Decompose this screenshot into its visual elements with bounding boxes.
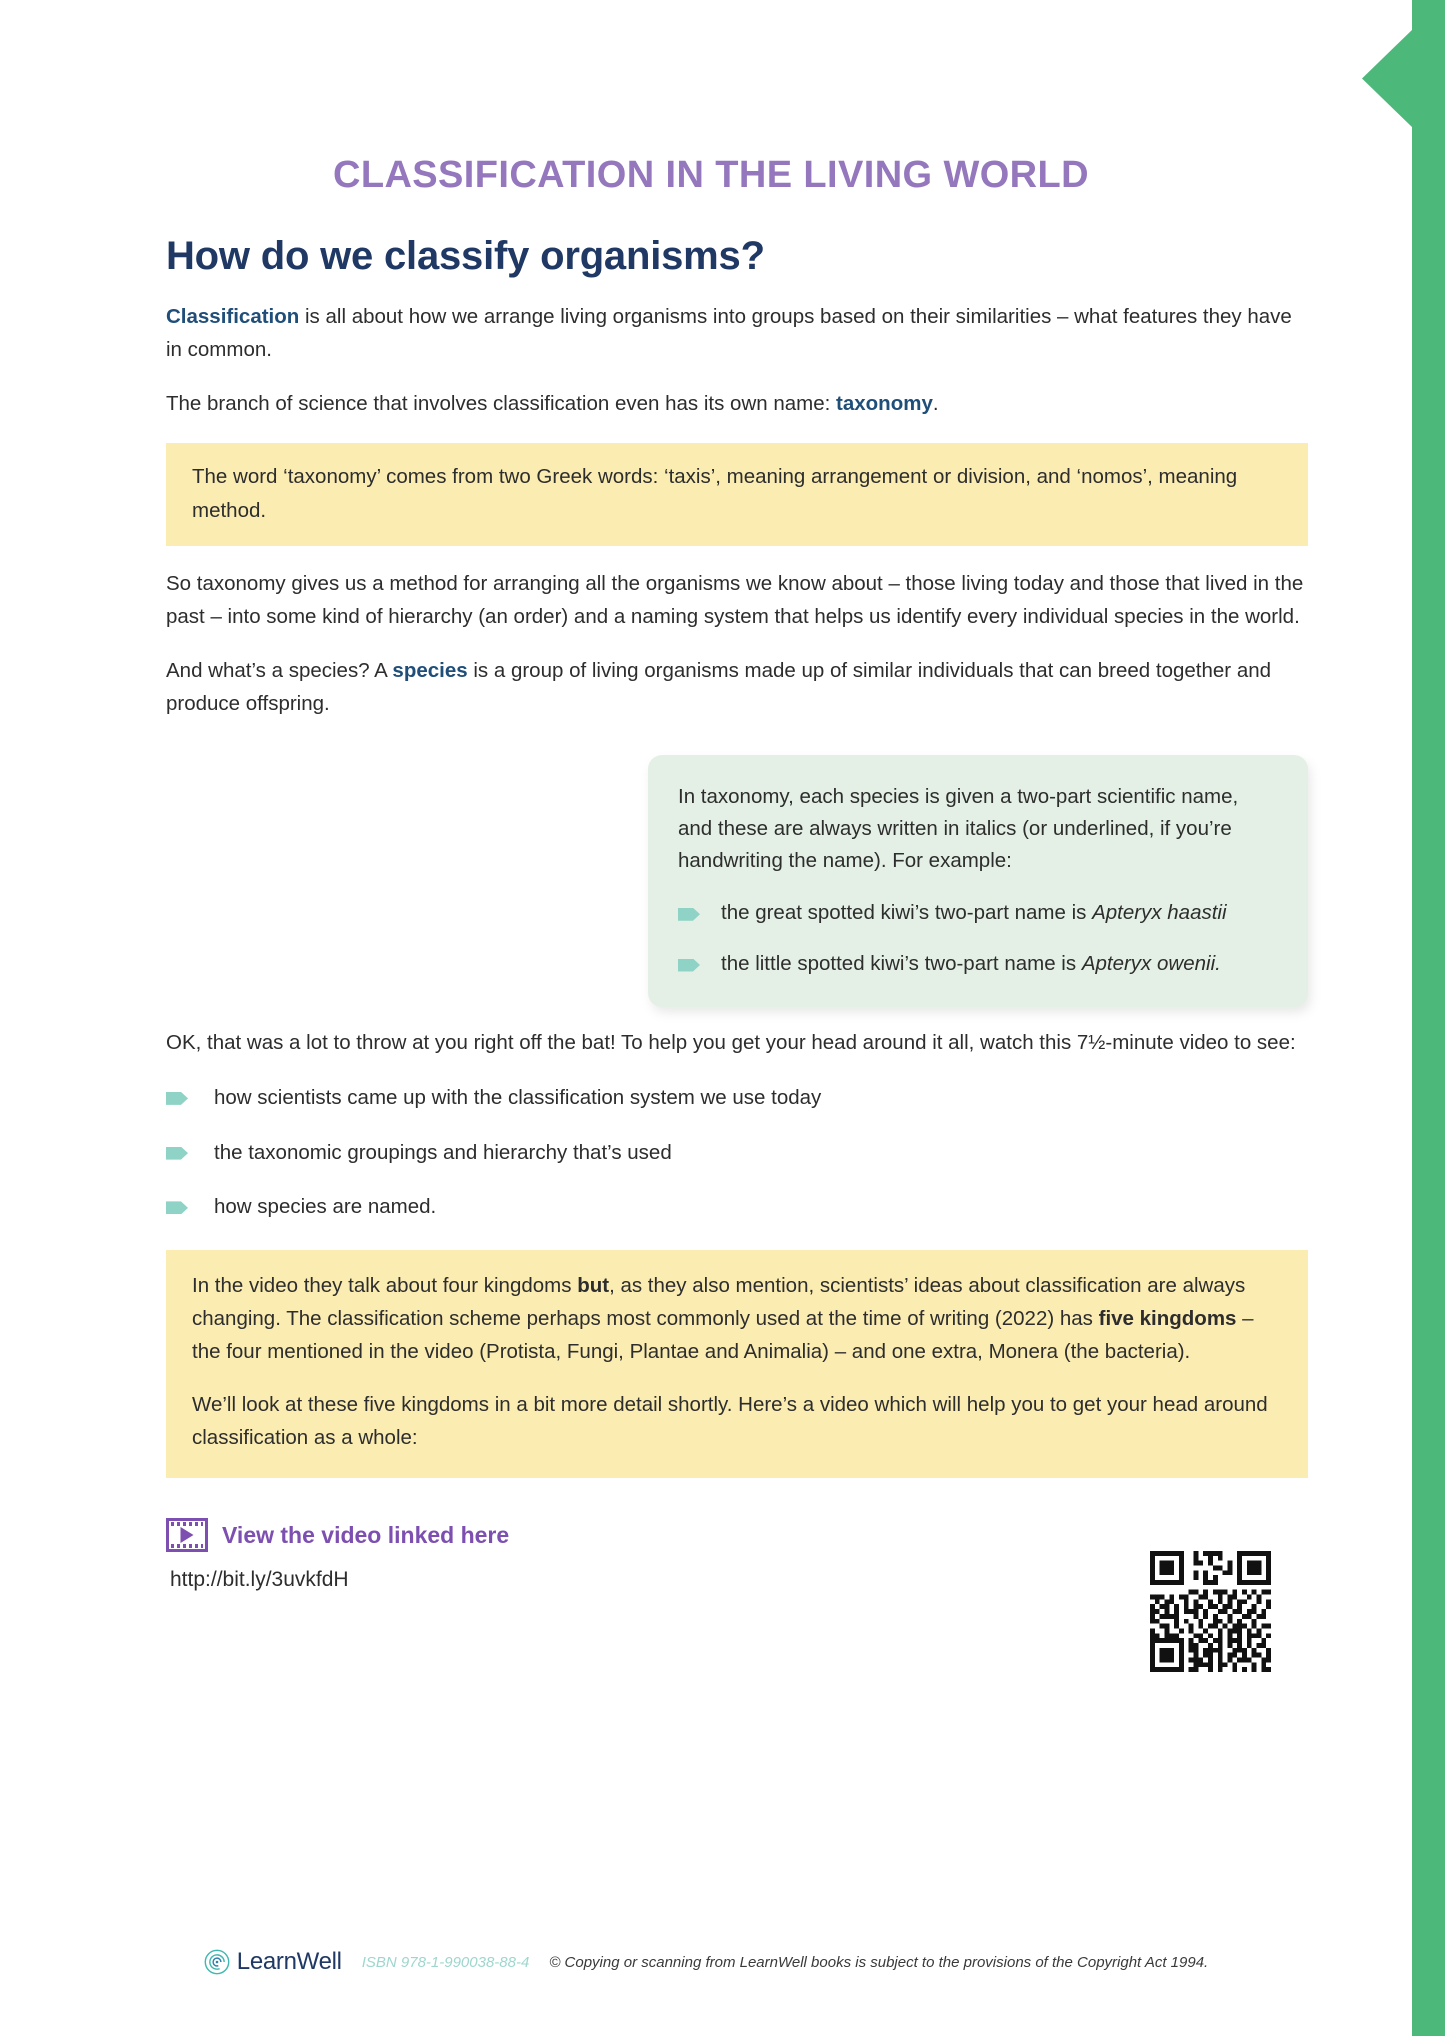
kiwi-binomial-name: Apteryx owenii.	[1081, 951, 1221, 975]
video-url-text[interactable]: http://bit.ly/3uvkfdH	[170, 1568, 349, 1592]
video-topic-label: the taxonomic groupings and hierarchy that’s used	[214, 1140, 672, 1164]
green-arrow-marker	[1362, 29, 1413, 128]
bullet-arrow-icon	[166, 1092, 188, 1105]
film-play-icon[interactable]	[166, 1518, 208, 1552]
qr-code[interactable]	[1150, 1551, 1271, 1672]
kingdoms-text-a: In the video they talk about four kingdoms	[192, 1274, 578, 1298]
body-paragraph-4	[166, 633, 1308, 720]
footer-inner	[204, 1948, 1208, 1976]
callout-scientific-naming	[648, 755, 1308, 1008]
film-sprockets-bottom-icon	[171, 1544, 203, 1548]
kiwi-bullet-text: the great spotted kiwi’s two-part name is	[721, 900, 1093, 924]
kingdoms-text-c: , as they also mention, scientists’ ideas about classification are always changing. The classification scheme perhaps most commonly used at the time of writing (2022) has	[192, 1274, 1246, 1331]
video-link-row[interactable]	[166, 1518, 1308, 1552]
callout-naming-bullet-list	[678, 898, 1278, 980]
intro-paragraph-2	[166, 366, 1308, 420]
callout-five-kingdoms-paragraph-1	[192, 1269, 1282, 1369]
kiwi-bullet-text: the little spotted kiwi’s two-part name is	[721, 951, 1082, 975]
video-link-label[interactable]: View the video linked here	[222, 1521, 510, 1548]
intro-paragraph-2-end: .	[932, 392, 939, 416]
video-topics-list	[166, 1083, 1308, 1223]
bullet-arrow-icon	[678, 908, 700, 921]
callout-naming-wrapper	[166, 745, 1308, 1005]
learnwell-wordmark: LearnWell	[236, 1948, 342, 1975]
list-item	[166, 1192, 1308, 1223]
film-sprockets-top-icon	[171, 1522, 203, 1526]
footer-copyright: © Copying or scanning from LearnWell books is subject to the provisions of the Copyright Act 1994.	[549, 1953, 1209, 1971]
body-paragraph-4-end: is a group of living organisms made up of similar individuals that can breed together and produce offspring.	[166, 659, 1272, 716]
content-column	[166, 0, 1308, 1592]
callout-taxonomy-origin-text: The word ‘taxonomy’ comes from two Greek words: ‘taxis’, meaning arrangement or division, and ‘nomos’, meaning method.	[192, 465, 1238, 522]
callout-scientific-naming-intro: In taxonomy, each species is given a two-part scientific name, and these are always written in italics (or underlined, if you’re handwriting the name). For example:	[678, 784, 1239, 873]
emphasis-five-kingdoms: five kingdoms	[1098, 1307, 1237, 1331]
intro-paragraph-2-start: The branch of science that involves classification even has its own name:	[166, 392, 837, 416]
body-paragraph-4-start: And what’s a species? A	[166, 659, 393, 683]
term-species: species	[392, 659, 468, 683]
kingdoms-text-e: – the four mentioned in the video (Protista, Fungi, Plantae and Animalia) – and one extra, Monera (the bacteria).	[192, 1307, 1254, 1364]
kiwi-binomial-name: Apteryx haastii	[1092, 900, 1227, 924]
section-heading: How do we classify organisms?	[166, 233, 765, 278]
list-item	[678, 949, 1278, 980]
callout-five-kingdoms	[166, 1250, 1308, 1478]
page-title: CLASSIFICATION IN THE LIVING WORLD	[333, 154, 1089, 196]
play-triangle-icon	[181, 1527, 194, 1543]
intro-paragraph-1	[166, 279, 1308, 366]
body-paragraph-5: OK, that was a lot to throw at you right off the bat! To help you get your head around it all, watch this 7½-minute video to see:	[166, 1030, 1296, 1054]
list-item	[166, 1083, 1308, 1114]
bullet-arrow-icon	[166, 1147, 188, 1160]
learnwell-spiral-icon	[204, 1949, 230, 1975]
callout-taxonomy-origin	[166, 443, 1308, 545]
list-item	[166, 1138, 1308, 1169]
page-footer	[0, 1948, 1412, 1976]
term-taxonomy: taxonomy	[836, 392, 933, 416]
callout-five-kingdoms-paragraph-2: We’ll look at these five kingdoms in a bit more detail shortly. Here’s a video which will help you to get your head around classification as a whole:	[192, 1392, 1268, 1449]
list-item	[678, 898, 1278, 929]
footer-isbn: ISBN 978-1-990038-88-4	[361, 1953, 530, 1971]
emphasis-but: but	[577, 1274, 610, 1298]
bullet-arrow-icon	[166, 1201, 188, 1214]
intro-paragraph-1-rest: is all about how we arrange living organisms into groups based on their similarities – what features they have in common.	[166, 304, 1292, 361]
video-topic-label: how species are named.	[214, 1195, 437, 1219]
bullet-arrow-icon	[678, 959, 700, 972]
video-topic-label: how scientists came up with the classification system we use today	[214, 1085, 822, 1109]
term-classification: Classification	[166, 304, 300, 328]
body-paragraph-3: So taxonomy gives us a method for arranging all the organisms we know about – those living today and those that lived in the past – into some kind of hierarchy (an order) and a naming system that helps us identify every individual species in the world.	[166, 571, 1304, 629]
green-side-bar	[1412, 0, 1445, 2036]
